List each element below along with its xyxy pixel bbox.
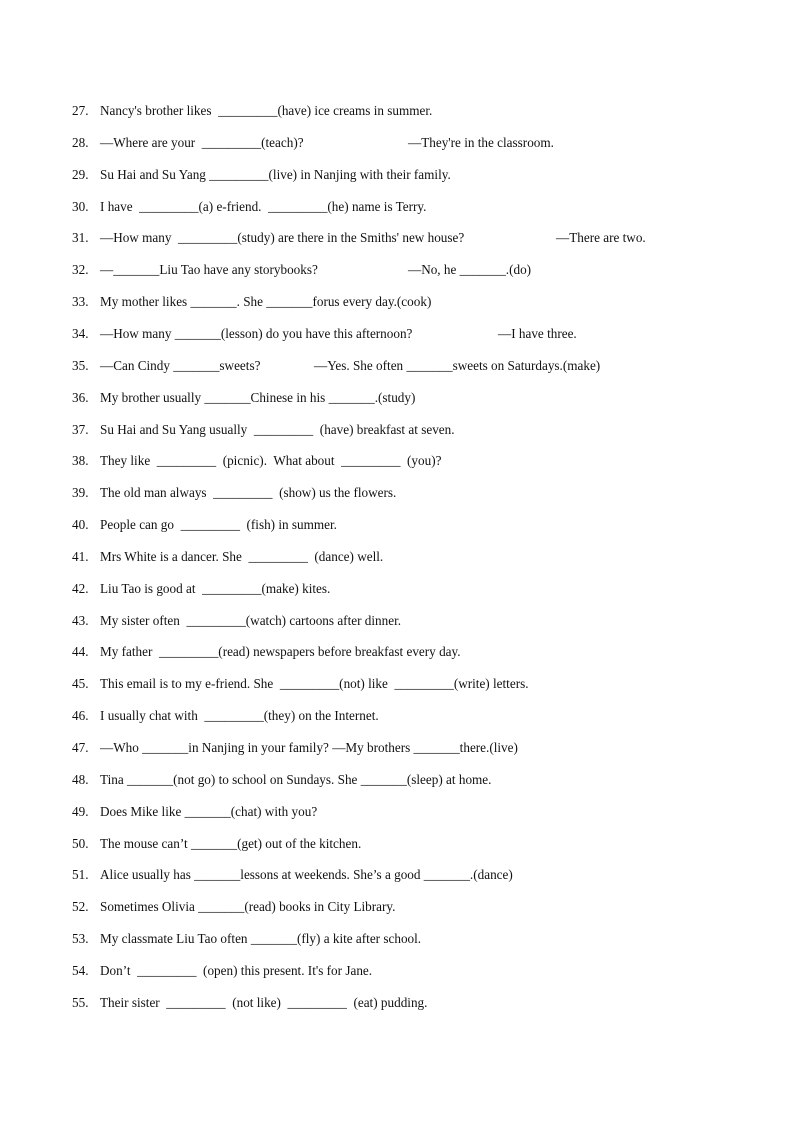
question-text: My sister often _________(watch) cartoons after dinner.: [100, 612, 402, 628]
question-reply: —They're in the classroom.: [408, 134, 554, 150]
question-number: 28.: [72, 134, 89, 150]
question-text: My mother likes _______. She _______forus every day.(cook): [100, 294, 432, 310]
question-row: [0, 260, 794, 280]
question-text: They like _________ (picnic). What about _________ (you)?: [100, 453, 442, 469]
question-number: 42.: [72, 580, 89, 596]
question-number: 54.: [72, 962, 89, 978]
question-row: [0, 197, 794, 217]
question-number: 43.: [72, 612, 89, 628]
question-text: I have _________(a) e-friend. _________(he) name is Terry.: [100, 198, 427, 214]
question-text: Su Hai and Su Yang usually _________ (have) breakfast at seven.: [100, 421, 455, 437]
question-number: 35.: [72, 357, 89, 373]
question-row: [0, 834, 794, 854]
question-number: 31.: [72, 230, 89, 246]
question-row: [0, 292, 794, 312]
question-text: Alice usually has _______lessons at weekends. She’s a good _______.(dance): [100, 867, 513, 883]
question-row: [0, 483, 794, 503]
question-row: [0, 579, 794, 599]
question-number: 53.: [72, 931, 89, 947]
question-number: 29.: [72, 166, 89, 182]
question-text: —Where are your _________(teach)?: [100, 134, 304, 150]
question-text: Mrs White is a dancer. She _________ (dance) well.: [100, 548, 384, 564]
question-number: 30.: [72, 198, 89, 214]
question-number: 33.: [72, 294, 89, 310]
question-number: 52.: [72, 899, 89, 915]
question-number: 38.: [72, 453, 89, 469]
question-text: Su Hai and Su Yang _________(live) in Nanjing with their family.: [100, 166, 451, 182]
question-text: —How many _________(study) are there in the Smiths' new house?: [100, 230, 465, 246]
question-row: [0, 802, 794, 822]
question-number: 32.: [72, 262, 89, 278]
question-number: 48.: [72, 771, 89, 787]
question-row: [0, 420, 794, 440]
question-number: 41.: [72, 548, 89, 564]
question-row: [0, 929, 794, 949]
question-row: [0, 961, 794, 981]
question-row: [0, 133, 794, 153]
question-reply: —There are two.: [556, 230, 646, 246]
question-text: Sometimes Olivia _______(read) books in City Library.: [100, 899, 396, 915]
question-number: 40.: [72, 517, 89, 533]
question-text: Does Mike like _______(chat) with you?: [100, 803, 318, 819]
question-number: 49.: [72, 803, 89, 819]
question-text: My father _________(read) newspapers before breakfast every day.: [100, 644, 461, 660]
question-text: People can go _________ (fish) in summer.: [100, 517, 337, 533]
question-number: 51.: [72, 867, 89, 883]
question-number: 44.: [72, 644, 89, 660]
question-text: This email is to my e-friend. She _________(not) like _________(write) letters.: [100, 676, 529, 692]
question-row: [0, 101, 794, 121]
question-reply: —No, he _______.(do): [408, 262, 532, 278]
question-row: [0, 770, 794, 790]
question-text: —_______Liu Tao have any storybooks?: [100, 262, 318, 278]
question-number: 47.: [72, 740, 89, 755]
question-text: —Who _______in Nanjing in your family? —My brothers _______there.(live): [100, 740, 518, 755]
question-row: [0, 547, 794, 567]
question-number: 34.: [72, 325, 89, 341]
question-number: 46.: [72, 708, 89, 724]
question-text: —How many _______(lesson) do you have this afternoon?: [100, 325, 413, 341]
question-number: 55.: [72, 994, 89, 1010]
question-number: 50.: [72, 835, 89, 851]
question-text: Liu Tao is good at _________(make) kites.: [100, 580, 331, 596]
question-row: [0, 993, 794, 1013]
question-row: [0, 611, 794, 631]
question-text: Nancy's brother likes _________(have) ice creams in summer.: [100, 103, 433, 118]
question-row: [0, 674, 794, 694]
question-row: [0, 388, 794, 408]
question-row: [0, 865, 794, 885]
question-row: [0, 642, 794, 662]
question-number: 45.: [72, 676, 89, 692]
question-row: [0, 706, 794, 726]
question-text: The mouse can’t _______(get) out of the kitchen.: [100, 835, 362, 851]
question-number: 36.: [72, 389, 89, 405]
question-text: My brother usually _______Chinese in his _______.(study): [100, 389, 416, 405]
question-number: 39.: [72, 485, 89, 501]
question-row: [0, 451, 794, 471]
question-row: [0, 228, 794, 248]
question-row: [0, 356, 794, 376]
question-text: Tina _______(not go) to school on Sundays. She _______(sleep) at home.: [100, 771, 492, 787]
question-row: [0, 165, 794, 185]
question-row: [0, 738, 794, 758]
question-number: 27.: [72, 103, 89, 118]
question-row: [0, 515, 794, 535]
question-text: Their sister _________ (not like) _________ (eat) pudding.: [100, 994, 428, 1010]
question-number: 37.: [72, 421, 89, 437]
question-reply: —I have three.: [498, 325, 577, 341]
question-text: —Can Cindy _______sweets?: [100, 357, 261, 373]
question-text: My classmate Liu Tao often _______(fly) a kite after school.: [100, 931, 422, 947]
question-reply: —Yes. She often _______sweets on Saturdays.(make): [314, 357, 601, 373]
question-text: I usually chat with _________(they) on the Internet.: [100, 708, 379, 724]
question-text: The old man always _________ (show) us the flowers.: [100, 485, 397, 501]
question-row: [0, 897, 794, 917]
question-text: Don’t _________ (open) this present. It's for Jane.: [100, 962, 373, 978]
question-row: [0, 324, 794, 344]
